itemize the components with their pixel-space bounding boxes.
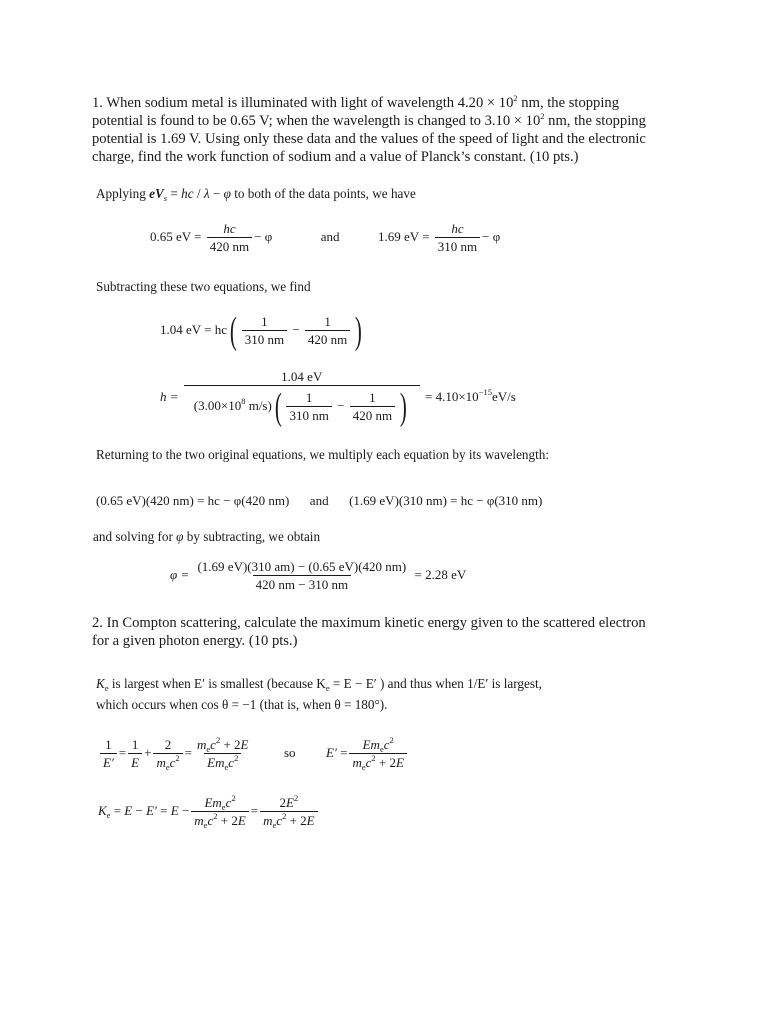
problem-2-line-2: for a given photon energy. (10 pts.) xyxy=(92,633,298,649)
equation-planck-constant: h = 1.04 eV ($3.00\times 10^8$ m/s)( $\frac{1}{310 nm}$ − $\frac{1}{420 nm}$ ) = $4.10\times 10^{-15}eV/s$ xyxy=(160,369,516,428)
returning-text: Returning to the two original equations, we multiply each equation by its wavelength: xyxy=(96,447,550,462)
explanation-line-2: which occurs when cos θ = −1 (that is, when θ = 180°). xyxy=(96,697,388,712)
equation-pair-1: 0.65 eV = $\frac{hc}{420 nm}$ − φ and 1.69 eV = $\frac{hc}{310 nm}$ − φ xyxy=(150,221,501,254)
problem-2-text xyxy=(92,614,712,650)
equation-max-kinetic-energy: $K_e = E - E' = E$ − $\frac{Em_ec^2}{m_ec^2 + 2E}$ = $\frac{2E^2}{m_ec^2 + 2E}$ xyxy=(98,796,320,828)
fraction-h: 1.04 eV ($3.00\times 10^8$ m/s)( $\frac{1}{310 nm}$ − $\frac{1}{420 nm}$ ) xyxy=(184,370,420,426)
problem-1-line-2: potential is found to be 0.65 V; when the wavelength is changed to $3.10 \times 10^2$ nm, the stopping xyxy=(92,111,646,129)
fraction-hc-420: $\frac{hc}{420 nm}$ xyxy=(207,222,252,254)
equation-work-function: φ = $\frac{(1.69 eV)(310 am) - (0.65 eV)(420 nm)}{420 nm - 310 nm}$ = 2.28 eV xyxy=(170,559,467,592)
equation-difference: 1.04 eV = hc( $\frac{1}{310 nm}$ − $\frac{1}{420 nm}$ ) xyxy=(160,310,363,352)
subtracting-text: Subtracting these two equations, we find xyxy=(96,279,311,294)
applying-line: Applying $eV_s$ = hc / λ − φ to both of the data points, we have xyxy=(96,186,416,203)
equation-pair-multiplied: (0.65 eV)(420 nm) = hc − φ(420 nm) and (1.69 eV)(310 nm) = hc − φ(310 nm) xyxy=(96,493,543,508)
kinetic-energy-explanation xyxy=(96,673,542,715)
problem-2-line-1: 2. In Compton scattering, calculate the maximum kinetic energy given to the scattered electron xyxy=(92,615,646,631)
solving-text: and solving for φ by subtracting, we obtain xyxy=(93,529,321,544)
fraction-hc-310: $\frac{hc}{310 nm}$ xyxy=(435,222,480,254)
fraction-phi: $\frac{(1.69 eV)(310 am) - (0.65 eV)(420 nm)}{420 nm - 310 nm}$ xyxy=(197,559,407,592)
problem-1-text xyxy=(92,94,692,166)
problem-1-line-1: 1. When sodium metal is illuminated with light of wavelength $4.20 \times 10^2$ nm, the stopping xyxy=(92,93,620,111)
explanation-line-1: $K_e$ is largest when E′ is smallest (because $K_e = E - E'$ ) and thus when 1/E′ is largest, xyxy=(96,676,542,693)
problem-1-line-3: potential is 1.69 V. Using only these data and the values of the speed of light and the electronic xyxy=(92,131,646,147)
equation-compton-inverse: $\frac{1}{E'}$ = $\frac{1}{E}$ + $\frac{2}{m_ec^2}$ = $\frac{m_ec^2 + 2E}{Em_ec^2}$ so E′ = $\frac{Em_ec^2}{m_ec^2 + 2E}$ xyxy=(98,738,409,770)
problem-1-line-4: charge, find the work function of sodium and a value of Planck’s constant. (10 pts.) xyxy=(92,149,579,165)
